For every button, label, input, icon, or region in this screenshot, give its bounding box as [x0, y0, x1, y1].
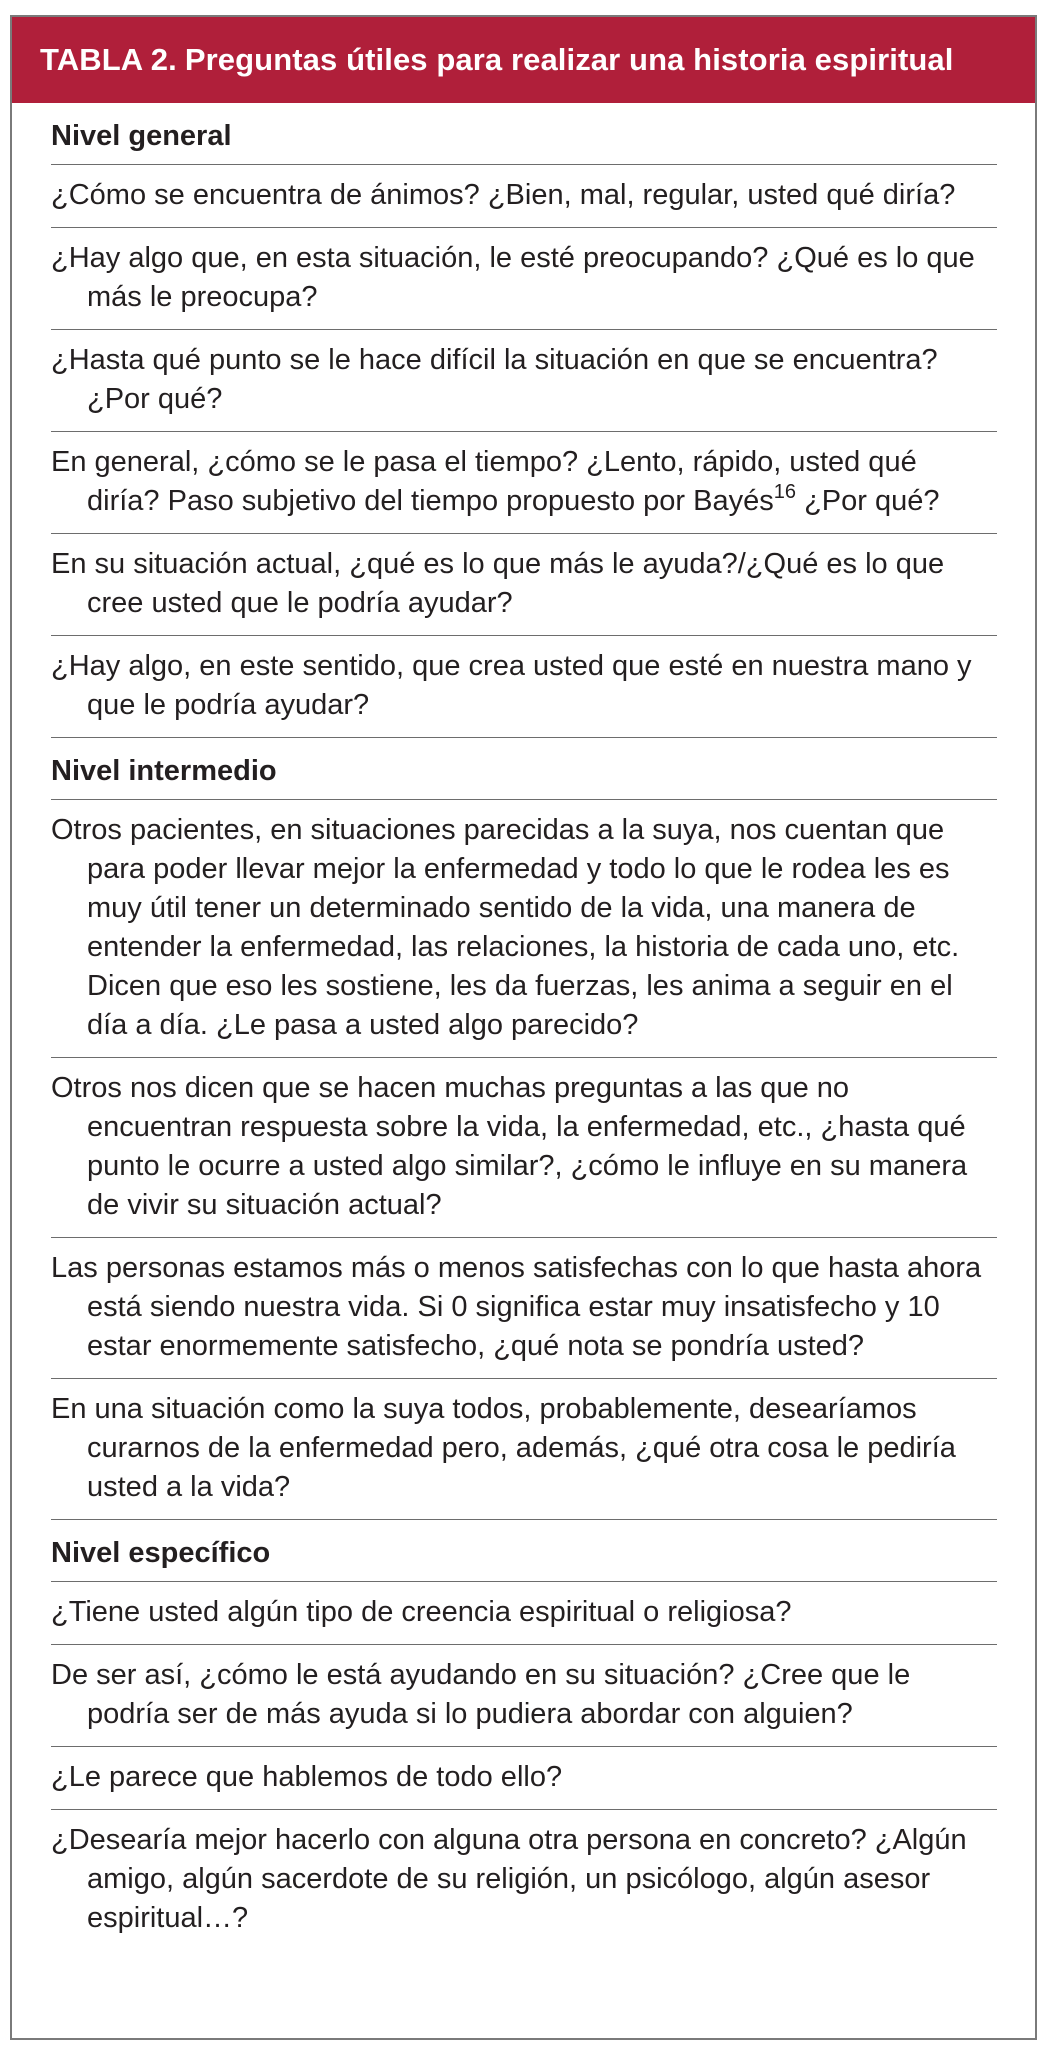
table-row: Otros nos dicen que se hacen muchas preguntas a las que no encuentran respuesta sobre la vida, la enfermedad, etc., ¿hasta qué punto le ocurre a usted algo similar?, ¿cómo le influye en su manera de vivir su situación actual? [51, 1058, 997, 1238]
table-container [10, 15, 1037, 2040]
table-title: Preguntas útiles para realizar una historia espiritual [184, 42, 954, 77]
row-text: En general, ¿cómo se le pasa el tiempo? ¿Lento, rápido, usted qué diría? Paso subjetivo del tiempo propuesto por Bayés [51, 446, 917, 517]
table-row: ¿Le parece que hablemos de todo ello? [51, 1747, 997, 1810]
section-heading-general: Nivel general [51, 103, 997, 165]
table-row: Otros pacientes, en situaciones parecidas a la suya, nos cuentan que para poder llevar mejor la enfermedad y todo lo que le rodea les es muy útil tener un determinado sentido de la vida, una manera de entender la enfermedad, las relaciones, la historia de cada uno, etc. Dicen que eso les sostiene, les da fuerzas, les anima a seguir en el día a día. ¿Le pasa a usted algo parecido? [51, 800, 997, 1058]
section-heading-intermedio: Nivel intermedio [51, 738, 997, 800]
table-row: ¿Desearía mejor hacerlo con alguna otra persona en concreto? ¿Algún amigo, algún sacerdote de su religión, un psicólogo, algún asesor espiritual…? [51, 1824, 967, 1934]
table-row: ¿Cómo se encuentra de ánimos? ¿Bien, mal, regular, usted qué diría? [51, 165, 997, 228]
table-row: ¿Tiene usted algún tipo de creencia espiritual o religiosa? [51, 1582, 997, 1645]
table-row: En una situación como la suya todos, probablemente, desearíamos curarnos de la enfermedad pero, además, ¿qué otra cosa le pediría usted a la vida? [51, 1379, 997, 1520]
table-row: ¿Hay algo que, en esta situación, le esté preocupando? ¿Qué es lo que más le preocupa? [51, 228, 997, 330]
table-row [51, 432, 997, 534]
section-heading-especifico: Nivel específico [51, 1520, 997, 1582]
table-row: En su situación actual, ¿qué es lo que más le ayuda?/¿Qué es lo que cree usted que le podría ayudar? [51, 534, 997, 636]
table-header [12, 17, 1035, 103]
table-body [12, 103, 1035, 1950]
table-row: Las personas estamos más o menos satisfechas con lo que hasta ahora está siendo nuestra vida. Si 0 significa estar muy insatisfecho y 10 estar enormemente satisfecho, ¿qué nota se pondría usted? [51, 1238, 997, 1379]
row-text-continued: ¿Por qué? [804, 485, 940, 517]
table-row: ¿Hay algo, en este sentido, que crea usted que esté en nuestra mano y que le podría ayudar? [51, 636, 997, 738]
table-label: TABLA 2. [40, 42, 177, 77]
table-row: De ser así, ¿cómo le está ayudando en su situación? ¿Cree que le podría ser de más ayuda si lo pudiera abordar con alguien? [51, 1645, 997, 1747]
table-row: ¿Hasta qué punto se le hace difícil la situación en que se encuentra? ¿Por qué? [51, 330, 997, 432]
footnote-reference: 16 [773, 481, 796, 503]
